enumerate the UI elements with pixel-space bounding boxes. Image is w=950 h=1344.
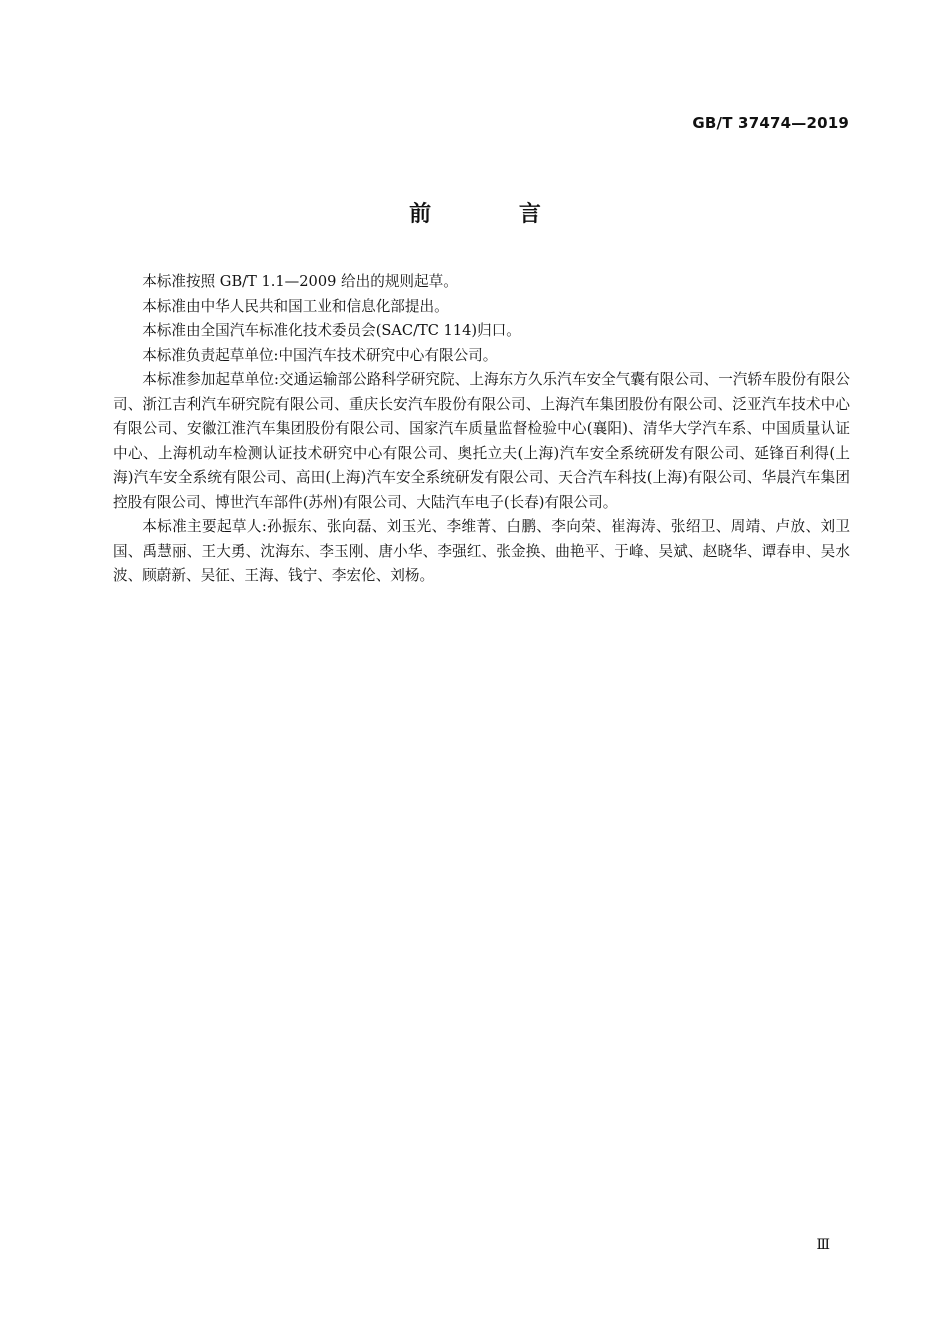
paragraph-responsible-unit: 本标准负责起草单位:中国汽车技术研究中心有限公司。 <box>142 346 498 364</box>
paragraph-participating-units: 本标准参加起草单位:交通运输部公路科学研究院、上海东方久乐汽车安全气囊有限公司、一汽轿车股份有限公司、浙江吉利汽车研究院有限公司、重庆长安汽车股份有限公司、上海汽车集团股份有限公司、泛亚汽车技术中心有限公司、安徽江淮汽车集团股份有限公司、国家汽车质量监督检验中心(襄阳)、清华大学汽车系、中国质量认证中心、上海机动车检测认证技术研究中心有限公司、奥托立夫(上海)汽车安全系统研发有限公司、延锋百利得(上海)汽车安全系统有限公司、高田(上海)汽车安全系统研发有限公司、天合汽车科技(上海)有限公司、华晨汽车集团控股有限公司、博世汽车部件(苏州)有限公司、大陆汽车电子(长春)有限公司。 <box>113 371 850 511</box>
paragraph-drafting-rules: 本标准按照 GB/T 1.1—2009 给出的规则起草。 <box>142 273 458 290</box>
page-title: 前 言 <box>409 202 581 227</box>
page-number: Ⅲ <box>816 1237 830 1253</box>
paragraph-main-drafters: 本标准主要起草人:孙振东、张向磊、刘玉光、李维菁、白鹏、李向荣、崔海涛、张绍卫、周靖、卢放、刘卫国、禹慧丽、王大勇、沈海东、李玉刚、唐小华、李强红、张金换、曲艳平、于峰、吴斌、赵晓华、谭春申、吴水波、顾蔚新、吴征、王海、钱宁、李宏伦、刘杨。 <box>113 518 850 584</box>
foreword-body <box>113 270 850 589</box>
standard-code: GB/T 37474—2019 <box>692 114 849 132</box>
paragraph-proposed-by: 本标准由中华人民共和国工业和信息化部提出。 <box>142 297 449 315</box>
paragraph-centralized-by: 本标准由全国汽车标准化技术委员会(SAC/TC 114)归口。 <box>142 322 521 339</box>
